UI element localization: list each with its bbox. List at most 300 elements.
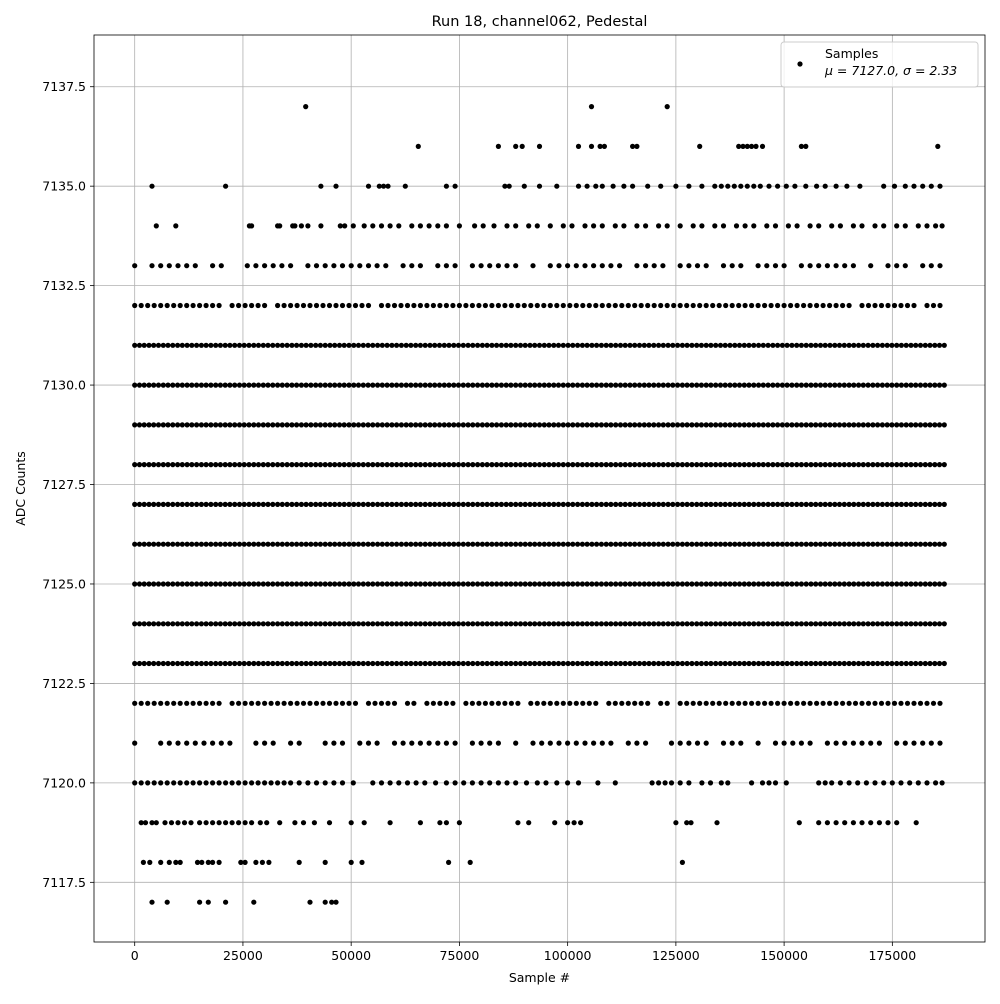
- data-point: [671, 303, 676, 308]
- data-point: [689, 343, 694, 348]
- data-point: [818, 581, 823, 586]
- data-point: [727, 581, 732, 586]
- data-point: [645, 303, 650, 308]
- data-point: [366, 184, 371, 189]
- data-point: [161, 621, 166, 626]
- data-point: [262, 780, 267, 785]
- data-point: [169, 820, 174, 825]
- x-tick-label: 0: [130, 948, 139, 963]
- data-point: [427, 661, 432, 666]
- data-point: [685, 502, 690, 507]
- data-point: [399, 542, 404, 547]
- data-point: [261, 542, 266, 547]
- data-point: [396, 223, 401, 228]
- data-point: [139, 780, 144, 785]
- data-point: [243, 701, 248, 706]
- data-point: [580, 422, 585, 427]
- data-point: [518, 581, 523, 586]
- data-point: [885, 343, 890, 348]
- data-point: [145, 780, 150, 785]
- data-point: [269, 701, 274, 706]
- data-point: [256, 383, 261, 388]
- data-point: [704, 462, 709, 467]
- data-point: [494, 661, 499, 666]
- data-point: [523, 343, 528, 348]
- data-point: [642, 621, 647, 626]
- data-point: [905, 701, 910, 706]
- data-point: [480, 462, 485, 467]
- data-point: [689, 661, 694, 666]
- data-point: [353, 303, 358, 308]
- data-point: [197, 303, 202, 308]
- data-point: [751, 223, 756, 228]
- data-point: [217, 780, 222, 785]
- data-point: [313, 621, 318, 626]
- data-point: [885, 701, 890, 706]
- data-point: [463, 701, 468, 706]
- data-point: [856, 502, 861, 507]
- data-point: [561, 701, 566, 706]
- data-point: [704, 263, 709, 268]
- data-point: [218, 581, 223, 586]
- data-point: [137, 542, 142, 547]
- data-point: [632, 661, 637, 666]
- data-point: [218, 661, 223, 666]
- data-point: [666, 542, 671, 547]
- data-point: [908, 581, 913, 586]
- data-point: [496, 144, 501, 149]
- data-point: [604, 621, 609, 626]
- data-point: [318, 621, 323, 626]
- data-point: [532, 383, 537, 388]
- data-point: [366, 462, 371, 467]
- data-point: [223, 900, 228, 905]
- data-point: [656, 502, 661, 507]
- data-point: [561, 343, 566, 348]
- data-point: [837, 462, 842, 467]
- data-point: [246, 502, 251, 507]
- data-point: [725, 780, 730, 785]
- data-point: [165, 900, 170, 905]
- data-point: [546, 422, 551, 427]
- data-point: [656, 383, 661, 388]
- data-point: [832, 422, 837, 427]
- data-point: [375, 422, 380, 427]
- data-point: [475, 502, 480, 507]
- data-point: [785, 581, 790, 586]
- data-point: [713, 621, 718, 626]
- data-point: [764, 263, 769, 268]
- data-point: [380, 581, 385, 586]
- data-point: [942, 462, 947, 467]
- data-point: [213, 581, 218, 586]
- data-point: [199, 343, 204, 348]
- data-point: [537, 462, 542, 467]
- data-point: [898, 780, 903, 785]
- data-point: [265, 383, 270, 388]
- data-point: [132, 661, 137, 666]
- data-point: [299, 502, 304, 507]
- data-point: [151, 383, 156, 388]
- data-point: [262, 741, 267, 746]
- data-point: [289, 661, 294, 666]
- data-point: [446, 422, 451, 427]
- data-point: [704, 502, 709, 507]
- data-point: [380, 343, 385, 348]
- data-point: [256, 303, 261, 308]
- data-point: [904, 502, 909, 507]
- data-point: [251, 343, 256, 348]
- data-point: [312, 820, 317, 825]
- data-point: [431, 701, 436, 706]
- data-point: [361, 661, 366, 666]
- data-point: [937, 343, 942, 348]
- data-point: [435, 223, 440, 228]
- data-point: [366, 343, 371, 348]
- data-point: [651, 502, 656, 507]
- data-point: [366, 303, 371, 308]
- data-point: [823, 462, 828, 467]
- data-point: [489, 542, 494, 547]
- data-point: [444, 223, 449, 228]
- data-point: [432, 581, 437, 586]
- data-point: [489, 343, 494, 348]
- data-point: [594, 542, 599, 547]
- data-point: [308, 383, 313, 388]
- data-point: [718, 661, 723, 666]
- data-point: [742, 343, 747, 348]
- data-point: [853, 701, 858, 706]
- data-point: [827, 701, 832, 706]
- data-point: [691, 303, 696, 308]
- data-point: [604, 502, 609, 507]
- data-point: [808, 462, 813, 467]
- data-point: [275, 343, 280, 348]
- data-point: [780, 581, 785, 586]
- data-point: [661, 621, 666, 626]
- data-point: [375, 661, 380, 666]
- data-point: [470, 661, 475, 666]
- data-point: [585, 621, 590, 626]
- data-point: [561, 621, 566, 626]
- data-point: [727, 422, 732, 427]
- data-point: [332, 462, 337, 467]
- data-point: [502, 701, 507, 706]
- data-point: [180, 581, 185, 586]
- data-point: [837, 542, 842, 547]
- data-point: [599, 621, 604, 626]
- data-point: [717, 303, 722, 308]
- data-point: [825, 741, 830, 746]
- data-point: [795, 701, 800, 706]
- data-point: [361, 542, 366, 547]
- data-point: [142, 542, 147, 547]
- data-point: [623, 661, 628, 666]
- data-point: [444, 701, 449, 706]
- data-point: [213, 343, 218, 348]
- data-point: [718, 502, 723, 507]
- data-point: [766, 581, 771, 586]
- data-point: [156, 343, 161, 348]
- data-point: [589, 502, 594, 507]
- data-point: [513, 383, 518, 388]
- data-point: [680, 343, 685, 348]
- data-point: [686, 184, 691, 189]
- data-point: [916, 780, 921, 785]
- data-point: [872, 223, 877, 228]
- data-point: [789, 343, 794, 348]
- data-point: [618, 383, 623, 388]
- data-point: [908, 542, 913, 547]
- data-point: [814, 184, 819, 189]
- data-point: [184, 741, 189, 746]
- data-point: [342, 383, 347, 388]
- data-point: [570, 502, 575, 507]
- data-point: [145, 701, 150, 706]
- data-point: [165, 502, 170, 507]
- data-point: [523, 621, 528, 626]
- data-point: [295, 303, 300, 308]
- data-point: [920, 263, 925, 268]
- data-point: [691, 223, 696, 228]
- data-point: [621, 223, 626, 228]
- data-point: [570, 343, 575, 348]
- data-point: [193, 263, 198, 268]
- data-point: [508, 661, 513, 666]
- data-point: [866, 661, 871, 666]
- data-point: [937, 581, 942, 586]
- data-point: [285, 502, 290, 507]
- data-point: [213, 462, 218, 467]
- data-point: [236, 701, 241, 706]
- data-point: [158, 303, 163, 308]
- data-point: [537, 542, 542, 547]
- data-point: [680, 860, 685, 865]
- data-point: [879, 303, 884, 308]
- data-point: [656, 343, 661, 348]
- data-point: [528, 303, 533, 308]
- data-point: [903, 184, 908, 189]
- data-point: [301, 701, 306, 706]
- data-point: [303, 104, 308, 109]
- data-point: [532, 462, 537, 467]
- data-point: [880, 462, 885, 467]
- data-point: [337, 462, 342, 467]
- data-point: [470, 422, 475, 427]
- data-point: [832, 661, 837, 666]
- data-point: [504, 502, 509, 507]
- data-point: [194, 502, 199, 507]
- data-point: [632, 542, 637, 547]
- data-point: [685, 343, 690, 348]
- data-point: [730, 741, 735, 746]
- data-point: [432, 343, 437, 348]
- data-point: [370, 502, 375, 507]
- data-point: [608, 621, 613, 626]
- data-point: [366, 581, 371, 586]
- data-point: [522, 184, 527, 189]
- data-point: [604, 462, 609, 467]
- data-point: [185, 383, 190, 388]
- data-point: [554, 303, 559, 308]
- data-point: [305, 780, 310, 785]
- data-point: [634, 741, 639, 746]
- data-point: [431, 303, 436, 308]
- data-point: [269, 780, 274, 785]
- data-point: [223, 581, 228, 586]
- data-point: [289, 343, 294, 348]
- data-point: [489, 303, 494, 308]
- data-point: [137, 661, 142, 666]
- data-point: [585, 661, 590, 666]
- data-point: [694, 383, 699, 388]
- data-point: [249, 820, 254, 825]
- data-point: [185, 462, 190, 467]
- data-point: [504, 422, 509, 427]
- data-point: [651, 422, 656, 427]
- data-point: [546, 581, 551, 586]
- data-point: [732, 621, 737, 626]
- data-point: [370, 542, 375, 547]
- data-point: [885, 820, 890, 825]
- data-point: [201, 741, 206, 746]
- data-point: [151, 542, 156, 547]
- data-point: [736, 701, 741, 706]
- data-point: [770, 422, 775, 427]
- data-point: [318, 661, 323, 666]
- data-point: [318, 343, 323, 348]
- data-point: [219, 741, 224, 746]
- data-point: [699, 462, 704, 467]
- data-point: [782, 303, 787, 308]
- data-point: [292, 820, 297, 825]
- data-point: [613, 780, 618, 785]
- data-point: [218, 502, 223, 507]
- data-point: [251, 422, 256, 427]
- data-point: [613, 422, 618, 427]
- data-point: [184, 701, 189, 706]
- data-point: [331, 780, 336, 785]
- data-point: [389, 581, 394, 586]
- data-point: [437, 343, 442, 348]
- data-point: [561, 223, 566, 228]
- data-point: [827, 621, 832, 626]
- data-point: [742, 383, 747, 388]
- data-point: [170, 502, 175, 507]
- data-point: [600, 741, 605, 746]
- data-point: [623, 343, 628, 348]
- data-point: [856, 422, 861, 427]
- data-point: [308, 661, 313, 666]
- data-point: [685, 661, 690, 666]
- data-point: [197, 820, 202, 825]
- data-point: [889, 462, 894, 467]
- data-point: [523, 661, 528, 666]
- data-point: [737, 462, 742, 467]
- data-point: [446, 462, 451, 467]
- data-point: [504, 661, 509, 666]
- data-point: [823, 542, 828, 547]
- data-point: [446, 502, 451, 507]
- data-point: [151, 462, 156, 467]
- data-point: [323, 661, 328, 666]
- data-point: [405, 303, 410, 308]
- data-point: [837, 502, 842, 507]
- data-point: [737, 383, 742, 388]
- data-point: [872, 780, 877, 785]
- data-point: [613, 542, 618, 547]
- data-point: [766, 422, 771, 427]
- data-point: [751, 422, 756, 427]
- data-point: [156, 621, 161, 626]
- data-point: [823, 661, 828, 666]
- data-point: [170, 422, 175, 427]
- data-point: [265, 422, 270, 427]
- data-point: [632, 701, 637, 706]
- data-point: [632, 621, 637, 626]
- data-point: [385, 542, 390, 547]
- data-point: [827, 462, 832, 467]
- data-point: [576, 184, 581, 189]
- data-point: [210, 263, 215, 268]
- data-point: [789, 661, 794, 666]
- data-point: [762, 303, 767, 308]
- data-point: [165, 303, 170, 308]
- data-point: [513, 581, 518, 586]
- data-point: [708, 581, 713, 586]
- data-point: [279, 263, 284, 268]
- data-point: [143, 820, 148, 825]
- data-point: [480, 661, 485, 666]
- data-point: [527, 383, 532, 388]
- data-point: [632, 422, 637, 427]
- data-point: [189, 581, 194, 586]
- data-point: [294, 422, 299, 427]
- data-point: [346, 422, 351, 427]
- data-point: [794, 343, 799, 348]
- data-point: [318, 502, 323, 507]
- data-point: [404, 383, 409, 388]
- data-point: [132, 303, 137, 308]
- data-point: [751, 661, 756, 666]
- data-point: [566, 661, 571, 666]
- data-point: [834, 303, 839, 308]
- data-point: [489, 621, 494, 626]
- data-point: [504, 542, 509, 547]
- data-point: [185, 502, 190, 507]
- data-point: [918, 621, 923, 626]
- data-point: [789, 383, 794, 388]
- data-point: [251, 502, 256, 507]
- data-point: [646, 462, 651, 467]
- data-point: [237, 502, 242, 507]
- data-point: [356, 581, 361, 586]
- data-point: [827, 422, 832, 427]
- data-point: [666, 383, 671, 388]
- data-point: [413, 383, 418, 388]
- data-point: [823, 383, 828, 388]
- data-point: [937, 303, 942, 308]
- data-point: [699, 542, 704, 547]
- data-point: [933, 223, 938, 228]
- data-point: [494, 621, 499, 626]
- data-point: [165, 542, 170, 547]
- data-point: [808, 741, 813, 746]
- data-point: [551, 383, 556, 388]
- data-point: [646, 502, 651, 507]
- data-point: [185, 422, 190, 427]
- data-point: [161, 502, 166, 507]
